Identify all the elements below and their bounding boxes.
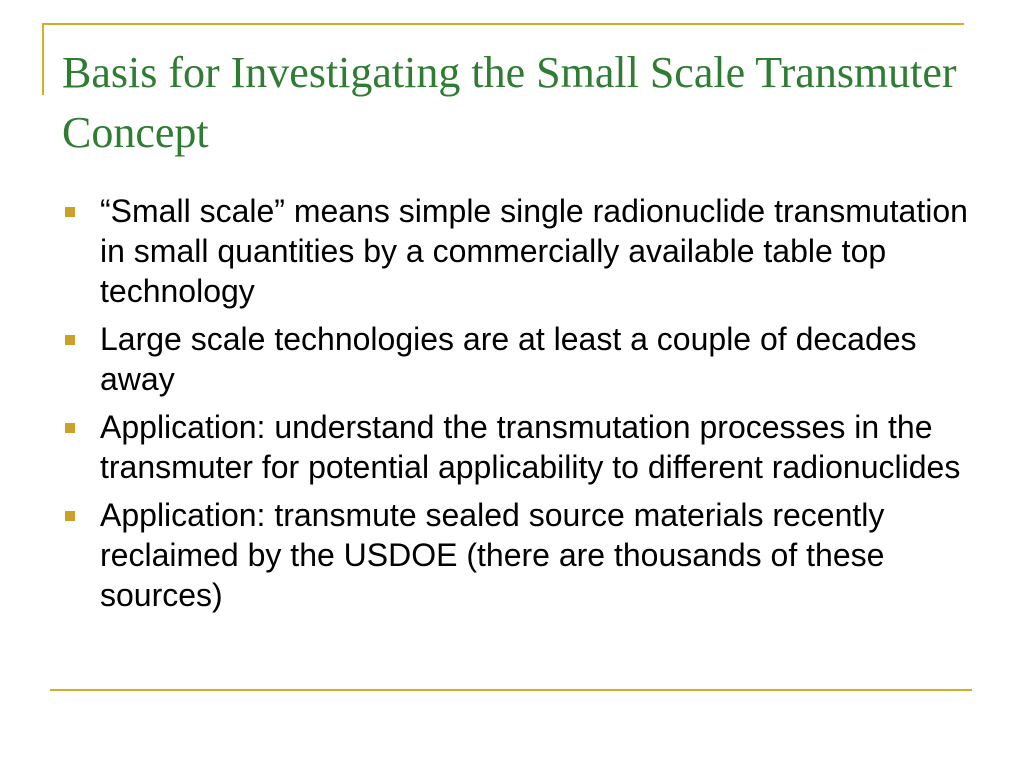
square-bullet-icon — [65, 423, 75, 433]
square-bullet-icon — [65, 207, 75, 217]
bullet-item — [62, 407, 972, 487]
frame-left-line — [42, 23, 44, 95]
bullet-item — [62, 191, 972, 311]
bullet-text: Application: transmute sealed source materials recently reclaimed by the USDOE (there are thousands of these sources) — [100, 497, 885, 613]
bullet-text: “Small scale” means simple single radionuclide transmutation in small quantities by a commercially available table top technology — [100, 193, 968, 309]
square-bullet-icon — [65, 335, 75, 345]
bullet-text: Large scale technologies are at least a couple of decades away — [100, 321, 917, 397]
bullet-item — [62, 319, 972, 399]
bullet-text: Application: understand the transmutation processes in the transmuter for potential applicability to different radionuclides — [100, 409, 961, 485]
frame-bottom-line — [50, 689, 972, 691]
frame-top-line — [42, 23, 964, 25]
bullet-item — [62, 495, 972, 615]
square-bullet-icon — [65, 511, 75, 521]
bullet-list — [62, 191, 972, 623]
slide-title: Basis for Investigating the Small Scale Transmuter Concept — [62, 48, 957, 157]
